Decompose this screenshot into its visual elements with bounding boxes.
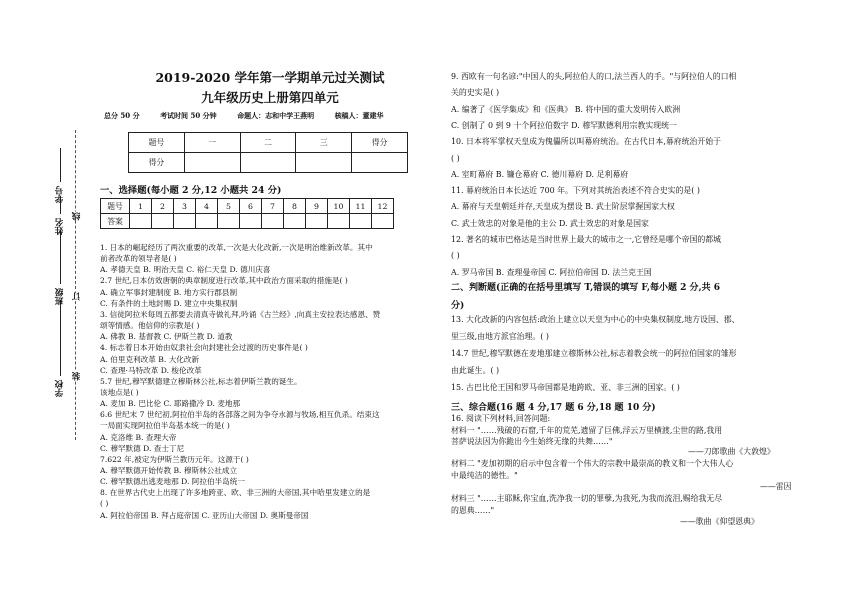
answer-header-number: 9 <box>306 199 328 214</box>
score-table-value-row <box>129 153 408 173</box>
answer-input-cell[interactable] <box>350 214 372 229</box>
text-line: 14.7 世纪,穆罕默德在麦地那建立穆斯林公社,标志着教会统一的阿拉伯国家的雏形 <box>451 349 737 358</box>
text-line: A. 室町幕府 B. 镰仓幕府 C. 德川幕府 D. 足利幕府 <box>451 169 629 179</box>
text-line: 中最纯洁的德性。" <box>451 470 518 480</box>
score-table <box>128 132 408 173</box>
score-label-cell: 得分 <box>129 153 185 173</box>
text-line: A. 罗马帝国 B. 查理曼帝国 C. 阿拉伯帝国 D. 法兰克王国 <box>451 267 652 277</box>
binding-zhuang: 装 <box>72 372 82 381</box>
meta-score: 总分 50 分 <box>104 111 140 120</box>
answer-header-number: 4 <box>196 199 218 214</box>
answer-header-number: 12 <box>372 199 394 214</box>
answer-row-label: 答案 <box>101 214 130 229</box>
score-cell: 一 <box>184 133 240 153</box>
text-line: 8. 在世界古代史上出现了许多地跨亚、欧、非三洲的大帝国,其中哈里发建立的是 <box>100 488 371 498</box>
text-line: ( ) <box>100 499 109 509</box>
text-line: C. 有条件的土地封赐 D. 建立中央集权制 <box>100 298 238 308</box>
binding-dash-line <box>75 130 76 440</box>
text-line: 该地点是( ) <box>100 387 139 397</box>
text-line: 一局面实现阿拉伯半岛基本统一的是( ) <box>100 421 230 431</box>
answer-input-cell[interactable] <box>262 214 284 229</box>
exam-meta <box>104 112 384 119</box>
answer-table-answer-row <box>101 214 394 229</box>
score-cell: 三 <box>296 133 352 153</box>
answer-input-cell[interactable] <box>152 214 174 229</box>
answer-header-number: 6 <box>240 199 262 214</box>
text-line: 13. 大化改新的内容包括:政治上建立以天皇为中心的中央集权制度,地方设国、郡、 <box>451 315 740 324</box>
text-line: A. 阿拉伯帝国 B. 拜占庭帝国 C. 亚历山大帝国 D. 奥斯曼帝国 <box>100 510 309 520</box>
text-line: 的恩典……" <box>451 505 495 515</box>
text-line: 由此诞生。( ) <box>451 366 500 375</box>
answer-input-cell[interactable] <box>218 214 240 229</box>
answer-input-cell[interactable] <box>284 214 306 229</box>
text-line: C. 穆罕默德出逃麦地那 D. 阿拉伯半岛统一 <box>100 477 245 487</box>
text-line: A. 幕府与天皇朝廷并存,天皇成为摆设 B. 武士阶层掌握国家大权 <box>451 202 675 212</box>
answer-input-cell[interactable] <box>372 214 394 229</box>
score-cell: 得分 <box>352 133 408 153</box>
text-line: ( ) <box>451 153 460 163</box>
section3-heading: 三、综合题(16 题 4 分,17 题 6 分,18 题 10 分) <box>451 403 656 413</box>
answer-table <box>100 198 394 229</box>
text-line: A. 克洛维 B. 查理大帝 <box>100 432 177 442</box>
text-line: ( ) <box>451 251 460 261</box>
margin-school-label: 学校 <box>55 380 65 397</box>
score-input-cell[interactable] <box>296 153 352 173</box>
answer-header-number: 5 <box>218 199 240 214</box>
margin-id-label: 学号 <box>55 186 65 203</box>
section2-heading-a: 二、判断题(正确的在括号里填写 T,错误的填写 F,每小题 2 分,共 6 <box>451 283 721 293</box>
text-line: C. 武士效忠的对象是他的主公 D. 武士效忠的对象是国家 <box>451 218 649 228</box>
text-line: 材料一 "……残破的石窟,千年的荒芜,遗留了巨佛,浮云万里横渡,尘世的路,我用 <box>451 425 723 435</box>
text-line: A. 编著了《医学集成》和《医典》 B. 将中国的重大发明传入欧洲 <box>451 104 681 114</box>
answer-header-number: 2 <box>152 199 174 214</box>
section1-heading: 一、选择题(每小题 2 分,12 小题共 24 分) <box>100 185 282 196</box>
answer-table-header-row <box>101 199 394 214</box>
material2-source: ——雷因 <box>760 482 792 491</box>
margin-class-line <box>60 230 61 284</box>
margin-class-label: 班级 <box>55 288 65 305</box>
margin-name-label: 姓名 <box>55 218 65 235</box>
score-cell: 题号 <box>129 133 185 153</box>
text-line: 材料二 "麦加初期的启示中包含着一个伟大的宗教中最崇高的教义和一个大伟人心 <box>451 459 734 468</box>
text-line: 7.622 年,被定为伊斯兰教历元年。这源于( ) <box>100 454 249 464</box>
answer-header-label: 题号 <box>101 199 130 214</box>
answer-header-number: 11 <box>350 199 372 214</box>
text-line: 6.6 世纪末 7 世纪初,阿拉伯半岛的各部落之间为争夺水源与牧场,相互仇杀。结束这 <box>100 410 380 420</box>
score-table-header-row <box>129 133 408 153</box>
text-line: 11. 幕府统治日本长达近 700 年。下列对其统治表述不符合史实的是( ) <box>451 186 700 196</box>
text-line: 12. 著名的城市巴格达是当时世界上最大的城市之一,它曾经是哪个帝国的都城 <box>451 235 722 244</box>
meta-reviewer: 核稿人：董建华 <box>334 111 384 120</box>
text-line: 9. 西欧有一句名谚:"中国人的头,阿拉伯人的口,法兰西人的手。"与阿拉伯人的口相 <box>451 72 737 81</box>
text-line: 3. 信徒阿拉米每周五都要去清真寺做礼拜,吟诵《古兰经》,向真主安拉表达感恩、赞 <box>100 309 381 319</box>
text-line: A. 穆罕默德开始传教 B. 穆斯林公社成立 <box>100 466 238 475</box>
exam-title: 2019-2020 学年第一学期单元过关测试 <box>155 70 385 85</box>
exam-subtitle: 九年级历史上册第四单元 <box>201 90 339 105</box>
meta-time: 考试时间 50 分钟 <box>160 111 217 120</box>
text-line: C. 查理·马特改革 D. 梭伦改革 <box>100 365 202 375</box>
text-line: 菩萨说法因为你跪出今生始终无缘的共舞……" <box>451 437 613 446</box>
text-line: 16. 阅读下列材料,回答问题: <box>451 414 551 423</box>
text-line: 15. 古巴比伦王国和罗马帝国都是地跨欧、亚、非三洲的国家。( ) <box>451 383 680 392</box>
answer-input-cell[interactable] <box>306 214 328 229</box>
answer-input-cell[interactable] <box>174 214 196 229</box>
material3-source: ——歌曲《仰望恩典》 <box>680 517 759 526</box>
score-input-cell[interactable] <box>184 153 240 173</box>
section2-heading-b: 分) <box>451 301 465 311</box>
text-line: 10. 日本将军掌权天皇成为傀儡所以叫幕府统治。在古代日本,幕府统治开始于 <box>451 137 722 147</box>
answer-header-number: 10 <box>328 199 350 214</box>
text-line: C. 穆罕默德 D. 查士丁尼 <box>100 443 185 453</box>
text-line: A. 确立军事封建制度 B. 地方实行郡县制 <box>100 287 238 297</box>
answer-header-number: 8 <box>284 199 306 214</box>
text-line: 2.7 世纪,日本仿效唐朝的典章制度进行改革,其中政治方面采取的措施是( ) <box>100 276 348 286</box>
text-line: C. 创制了 0 到 9 十个阿拉伯数字 D. 穆罕默德利用宗教实现统一 <box>451 120 677 130</box>
answer-input-cell[interactable] <box>196 214 218 229</box>
material1-source: ——刀郎歌曲《大敦煌》 <box>688 447 775 456</box>
text-line: A. 伯里克利改革 B. 大化改新 <box>100 354 200 364</box>
text-line: 5.7 世纪,穆罕默德建立穆斯林公社,标志着伊斯兰教的诞生。 <box>100 376 302 386</box>
answer-input-cell[interactable] <box>240 214 262 229</box>
meta-author: 命题人：志和中学王燕明 <box>237 111 315 120</box>
binding-xian: 线 <box>72 212 82 221</box>
binding-ding: 订 <box>72 292 82 301</box>
answer-header-number: 3 <box>174 199 196 214</box>
score-input-cell[interactable] <box>352 153 408 173</box>
answer-header-number: 7 <box>262 199 284 214</box>
text-line: 1. 日本的崛起经历了两次重要的改革,一次是大化改新,一次是明治维新改革。其中 <box>100 243 373 252</box>
text-line: A. 孝德天皇 B. 明治天皇 C. 裕仁天皇 D. 德川庆喜 <box>100 265 271 275</box>
text-line: 前者改革的领导者是( ) <box>100 254 177 264</box>
text-line: A. 麦加 B. 巴比伦 C. 耶路撒冷 D. 麦地那 <box>100 399 241 409</box>
text-line: 材料三 "……主耶稣,你宝血,洗净我一切的罪孽,为我死,为我而流泪,赐给我无尽 <box>451 494 723 503</box>
score-cell: 二 <box>240 133 296 153</box>
text-line: 颂等情感。他信仰的宗教是( ) <box>100 321 200 331</box>
answer-input-cell[interactable] <box>328 214 350 229</box>
margin-school-line <box>60 300 61 376</box>
text-line: 关的史实是( ) <box>451 88 500 98</box>
answer-input-cell[interactable] <box>130 214 152 229</box>
text-line: 里三级,由地方派官治理。( ) <box>451 332 549 341</box>
score-input-cell[interactable] <box>240 153 296 173</box>
text-line: A. 佛教 B. 基督教 C. 伊斯兰教 D. 道教 <box>100 332 233 342</box>
text-line: 4. 标志着日本开始由奴隶社会向封建社会过渡的历史事件是( ) <box>100 343 308 353</box>
margin-id-line <box>60 148 61 182</box>
answer-header-number: 1 <box>130 199 152 214</box>
